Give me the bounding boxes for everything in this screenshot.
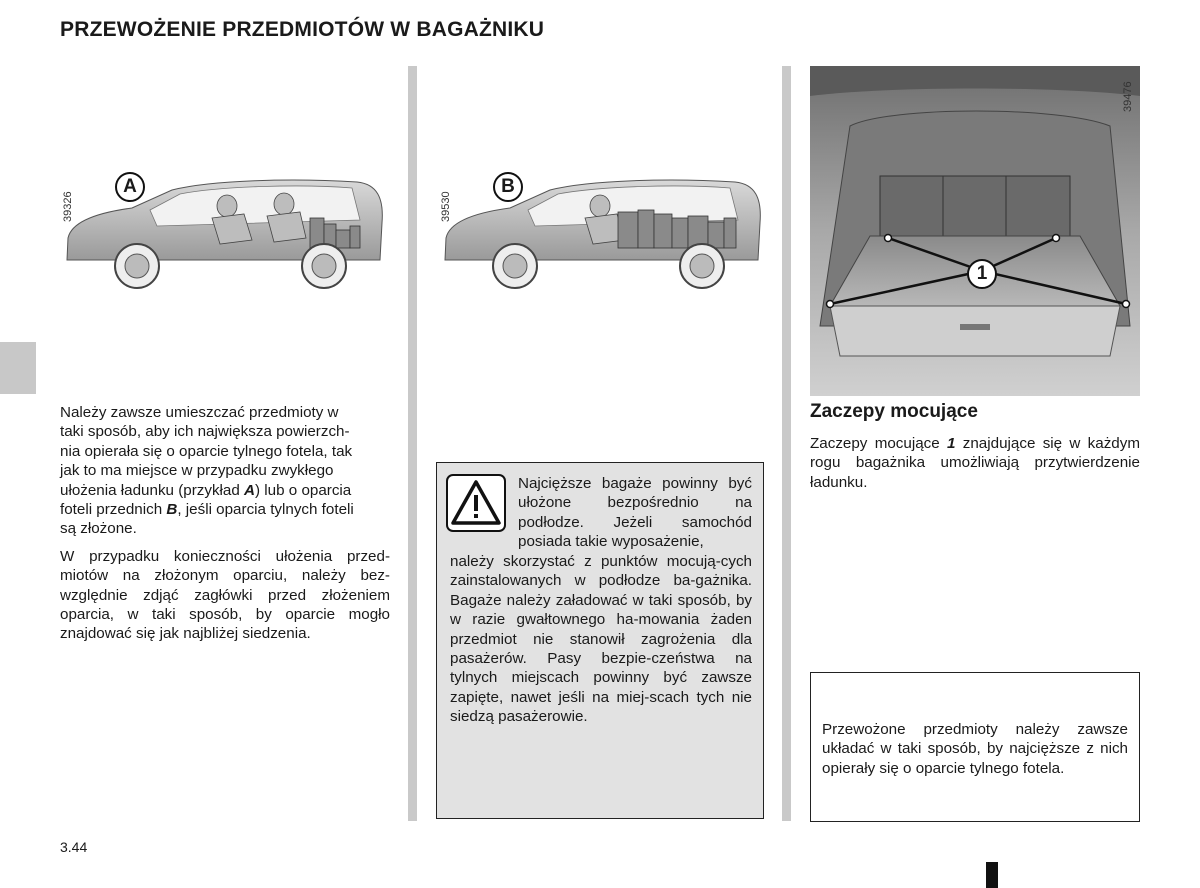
left-text-block	[60, 403, 390, 644]
trunk-callout-1: 1	[967, 259, 997, 289]
note-text: Przewożone przedmioty należy zawsze układać w taki sposób, by najcięższe z nich opierały się o oparcie tylnego fotela.	[822, 721, 1128, 777]
figure-b-label: B	[493, 172, 523, 202]
anchors-paragraph: Zaczepy mocujące 1 znajdujące się w każdym rogu bagażnika umożliwiają przytwierdzenie ładunku.	[810, 435, 1141, 491]
warning-text-top: Najcięższe bagaże powinny być ułożone bezpośrednio na podłodze. Jeżeli samochód posiada takie wyposażenie,	[518, 475, 752, 551]
warning-text-bottom: należy skorzystać z punktów mocują-cych zainstalowanych w podłodze ba-gażnika. Bagaże należy załadować w taki sposób, by w razie gwałtownego ha-mowania żaden przedmiot nie stanowił zagrożenia dla pasażerów. Pasy bezpie-czeństwa na tylnych miejscach powinny być zawsze zapięte, nawet jeśli na miej-scach tych nie siedzą pasażerowie.	[450, 553, 752, 726]
page-title: PRZEWOŻENIE PRZEDMIOTÓW W BAGAŻNIKU	[60, 18, 545, 41]
warning-triangle-icon	[446, 474, 506, 532]
car-illustration-a	[62, 168, 392, 293]
car-illustration-b	[440, 168, 770, 293]
figure-b-number: 39530	[440, 191, 452, 222]
page-number: 3.44	[60, 839, 88, 855]
paragraph-1: Należy zawsze umieszczać przedmioty w taki sposób, aby ich największa powierzch- nia opierała się o oparcie tylnego fotela, tak jak to ma miejsce w przypadku zwykłego ułożenia ładunku (przykład A) lub o oparcia foteli przednich B, jeśli oparcia tylnych foteli są złożone.	[60, 404, 354, 538]
section-heading: Zaczepy mocujące	[810, 401, 978, 422]
trunk-photo	[810, 66, 1140, 396]
figure-a-label: A	[115, 172, 145, 202]
trunk-figure-number: 39476	[1122, 81, 1134, 112]
paragraph-2: W przypadku konieczności ułożenia przed-miotów na złożonym oparciu, należy bez-względnie zdjąć zagłówki przed złożeniem oparcia, w taki sposób, by oparcie mogło znajdować się jak najbliżej siedzenia.	[60, 547, 390, 643]
figure-a-number: 39326	[62, 191, 74, 222]
column-divider-left	[408, 66, 417, 821]
chapter-tab	[0, 342, 36, 394]
page-edge-mark	[986, 862, 998, 888]
column-divider-right	[782, 66, 791, 821]
